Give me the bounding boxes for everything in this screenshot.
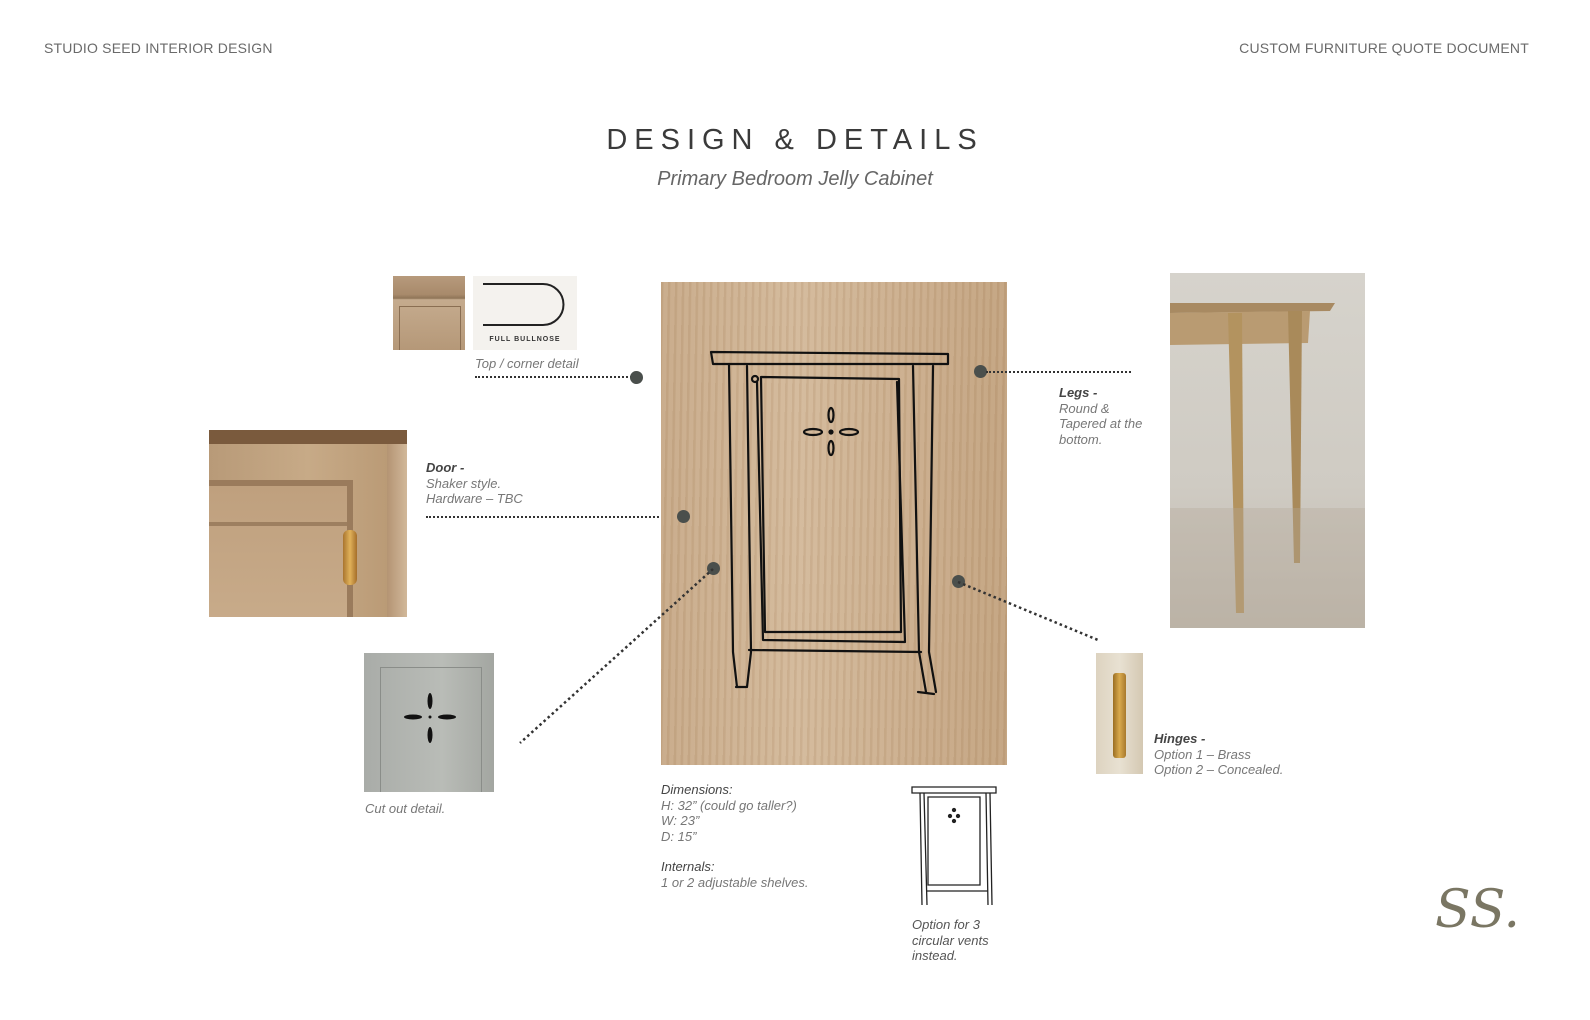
legs-caption [1059,385,1142,447]
cutout-caption: Cut out detail. [365,801,446,816]
vent-option-sketch [910,783,998,911]
hinges-option-1: Option 1 – Brass [1154,746,1251,762]
hinges-option-2: Option 2 – Concealed. [1154,762,1284,777]
full-bullnose-label: FULL BULLNOSE [489,336,561,343]
studio-seed-logo: SS. [1435,880,1521,940]
top-corner-photo [393,276,465,350]
top-detail-caption: Top / corner detail [475,356,579,371]
internals-line: 1 or 2 adjustable shelves. [661,874,809,890]
cutout-marker [707,562,720,575]
hinges-caption [1154,731,1283,778]
studio-name: STUDIO SEED INTERIOR DESIGN [44,40,273,56]
dimension-width: W: 23” [661,813,700,828]
top-detail-marker [630,371,643,384]
vent-option-line-1: Option for 3 [912,917,980,932]
legs-leader-line [986,371,1131,373]
brass-hinge-photo [1096,653,1143,774]
legs-line-1: Round & [1059,400,1110,416]
door-marker [677,510,690,523]
cutout-detail-photo [364,653,494,792]
document-type: CUSTOM FURNITURE QUOTE DOCUMENT [1239,40,1529,56]
vent-option-line-3: instead. [912,948,958,963]
vent-option-line-2: circular vents [912,932,989,948]
hinges-heading: Hinges - [1154,731,1206,746]
hinges-marker [952,575,965,588]
top-detail-leader-line [475,376,635,378]
internals-heading: Internals: [661,859,715,874]
door-line-2: Hardware – TBC [426,491,523,506]
full-bullnose-diagram [473,276,577,350]
dimensions-heading: Dimensions: [661,782,733,797]
door-caption [426,460,523,507]
door-heading: Door - [426,460,465,475]
page-title: DESIGN & DETAILS [606,124,984,156]
page-subtitle: Primary Bedroom Jelly Cabinet [657,168,933,190]
legs-heading: Legs - [1059,385,1098,400]
cabinet-sketch-on-wood [661,282,1007,765]
legs-line-2: Tapered at the [1059,416,1143,431]
dimension-depth: D: 15” [661,828,697,844]
door-leader-line [426,516,682,518]
door-line-1: Shaker style. [426,475,502,491]
shaker-door-photo [209,430,407,617]
internals-block [661,859,808,890]
vent-option-caption [912,917,989,964]
dimensions-block [661,782,797,844]
dimension-height: H: 32” (could go taller?) [661,797,797,813]
legs-line-3: bottom. [1059,431,1103,447]
tapered-leg-table-photo [1170,273,1365,628]
